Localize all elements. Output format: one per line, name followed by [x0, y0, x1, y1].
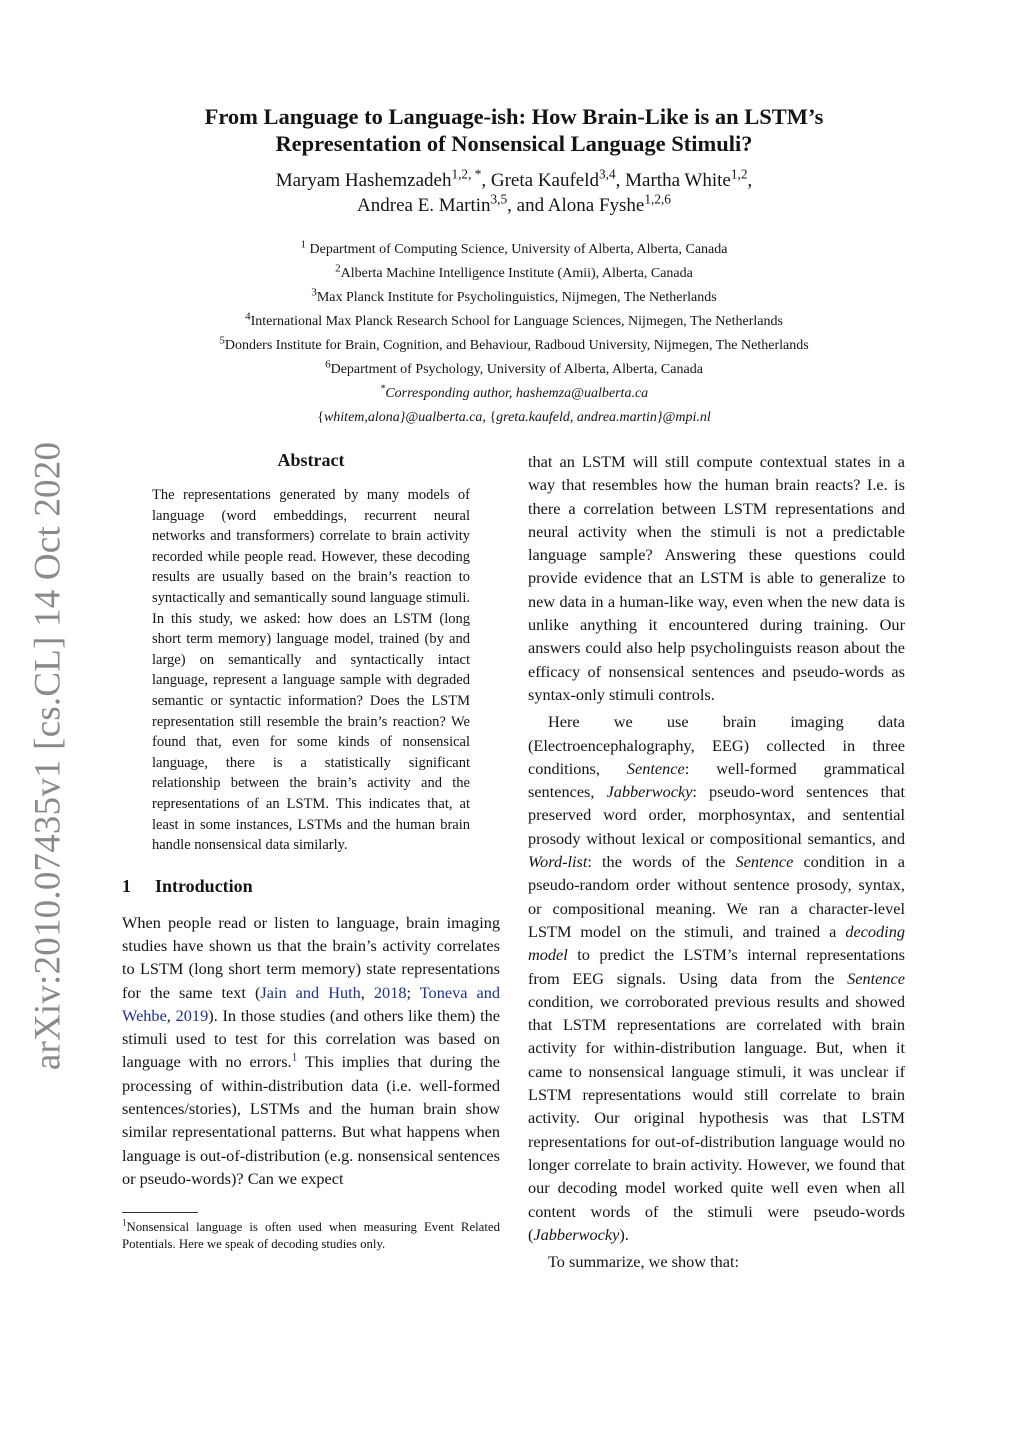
corresponding-author: *Corresponding author, hashemza@ualberta.ca [379, 382, 649, 401]
author-affil-sup: 3,5 [490, 191, 508, 207]
section-heading-introduction [122, 876, 500, 897]
author-line-1: Maryam Hashemzadeh$^{1,2, *}$, Greta Kaufeld$^{3,4}$, Martha White$^{1,2}$, [275, 166, 753, 191]
body-paragraph: Here we use brain imaging data (Electroencephalography, EEG) collected in three conditions, Sentence: well-formed grammatical sentences, Jabberwocky: pseudo-word sentences that preserved word order, morphosyntax, and sentential prosody without lexical or compositional semantics, and Word-list: the words of the Sentence condition in a pseudo-random order without sentence prosody, syntax, or compositional meaning. We ran a character-level LSTM model on the stimuli, and trained a decoding model to predict the LSTM’s internal representations from EEG signals. Using data from the Sentence condition, we corroborated previous results and showed that LSTM representations are correlated with brain activity for within-distribution language. But, when it came to nonsensical language stimuli, it was unclear if LSTM representations would still correlate to brain activity. Our original hypothesis was that LSTM representations for out-of-distribution language would no longer correlate to brain activity. However, we found that our decoding model worked quite well even when all content words of the stimuli were pseudo-words (Jabberwocky). [528, 712, 906, 1244]
author-name: Martha White [625, 170, 731, 191]
author-name: Greta Kaufeld [490, 170, 600, 191]
footnote-divider [122, 1212, 198, 1213]
author-affil-sup: 3,4 [599, 166, 616, 182]
author-name: Maryam Hashemzadeh [275, 170, 452, 191]
affiliation: $^5$Donders Institute for Brain, Cognition, and Behaviour, Radboud University, Nijmegen, The Netherlands [219, 334, 809, 353]
author-affil-sup: 1,2 [730, 166, 748, 182]
right-column [528, 450, 905, 1273]
author-name: Andrea E. Martin [357, 195, 491, 216]
citation-year-link[interactable]: 2019 [175, 1005, 209, 1025]
paper-title [120, 103, 908, 157]
author-emails: {whitem,alona}@ualberta.ca, {greta.kaufeld, andrea.martin}@mpi.nl [317, 410, 711, 425]
citation-link[interactable]: Jain and Huth [260, 982, 361, 1002]
abstract-text: The representations generated by many models of language (word embeddings, recurrent neural networks and transformers) correlate to brain activity recorded while people read. However, these decoding results are usually based on the brain’s reaction to syntactically and semantically sound language stimuli. In this study, we asked: how does an LSTM (long short term memory) language model, trained (by and large) on semantically and syntactically intact language, represent a language sample with degraded semantic or syntactic information? Does the LSTM representation still resemble the brain’s reaction? We found that, even for some kinds of nonsensical language, there is a statistically significant relationship between the brain’s activity and the representations of an LSTM. This indicates that, at least in some instances, LSTMs and the human brain handle nonsensical data similarly. [152, 487, 470, 854]
intro-paragraph: When people read or listen to language, brain imaging studies have shown us that the brain’s activity correlates to LSTM (long short term memory) state representations for the same text (Jain and Huth, 2018; Toneva and Wehbe, 2019). In those studies (and others like them) the stimuli used to test for this correlation was based on language with no errors.$^1$ This implies that during the processing of within-distribution data (i.e. well-formed sentences/stories), LSTMs and the human brain show similar representational patterns. But what happens when language is out-of-distribution (e.g. nonsensical sentences or pseudo-words)? Can we expect [122, 912, 500, 1188]
affiliation: $^2$Alberta Machine Intelligence Institute (Amii), Alberta, Canada [335, 262, 693, 281]
author-affil-sup: 1,2,6 [644, 191, 671, 207]
arxiv-side-stamp: arXiv:2010.07435v1 [cs.CL] 14 Oct 2020 [27, 441, 69, 1071]
affiliation: $^1$ Department of Computing Science, University of Alberta, Alberta, Canada [300, 238, 728, 257]
author-affil-sup: 1,2, * [451, 166, 482, 182]
citation-year-link[interactable]: 2018 [373, 982, 407, 1002]
abstract-heading: Abstract [277, 450, 345, 470]
title-line-1: From Language to Language-ish: How Brain-Like is an LSTM’s [204, 104, 824, 129]
author-line-2: Andrea E. Martin$^{3,5}$, and Alona Fyshe$^{1,2,6}$ [357, 191, 671, 216]
footnote: $^1$Nonsensical language is often used when measuring Event Related Potentials. Here we speak of decoding studies only. [122, 1217, 500, 1252]
affiliation: $^3$Max Planck Institute for Psycholinguistics, Nijmegen, The Netherlands [311, 286, 717, 305]
section-title: Introduction [155, 875, 253, 896]
footnote-mark: 1 [122, 1217, 127, 1228]
author-name: Alona Fyshe [547, 195, 645, 216]
left-column [122, 450, 500, 1253]
footnote-link[interactable]: 1 [291, 1052, 298, 1065]
body-paragraph: that an LSTM will still compute contextual states in a way that resembles how the human brain reacts? I.e. is there a correlation between LSTM representations and neural activity when the stimuli is not a predictable language sample? Answering these questions could provide evidence that an LSTM is able to generalize to new data in a human-like way, even when the new data is unlike anything it encountered during training. Our answers could also help psycholinguists reason about the efficacy of nonsensical sentences and pseudo-words as syntax-only stimuli controls. [528, 452, 905, 704]
affiliation: $^4$International Max Planck Research School for Language Sciences, Nijmegen, The Netherlands [245, 310, 783, 329]
title-line-2: Representation of Nonsensical Language Stimuli? [275, 131, 753, 156]
author-list [120, 168, 908, 218]
citation-link[interactable]: Toneva and Wehbe [122, 982, 500, 1025]
body-paragraph: To summarize, we show that: [548, 1252, 740, 1272]
affiliation-list [120, 238, 908, 430]
affiliation: $^6$Department of Psychology, University of Alberta, Alberta, Canada [325, 358, 703, 377]
section-number: 1 [122, 875, 131, 896]
